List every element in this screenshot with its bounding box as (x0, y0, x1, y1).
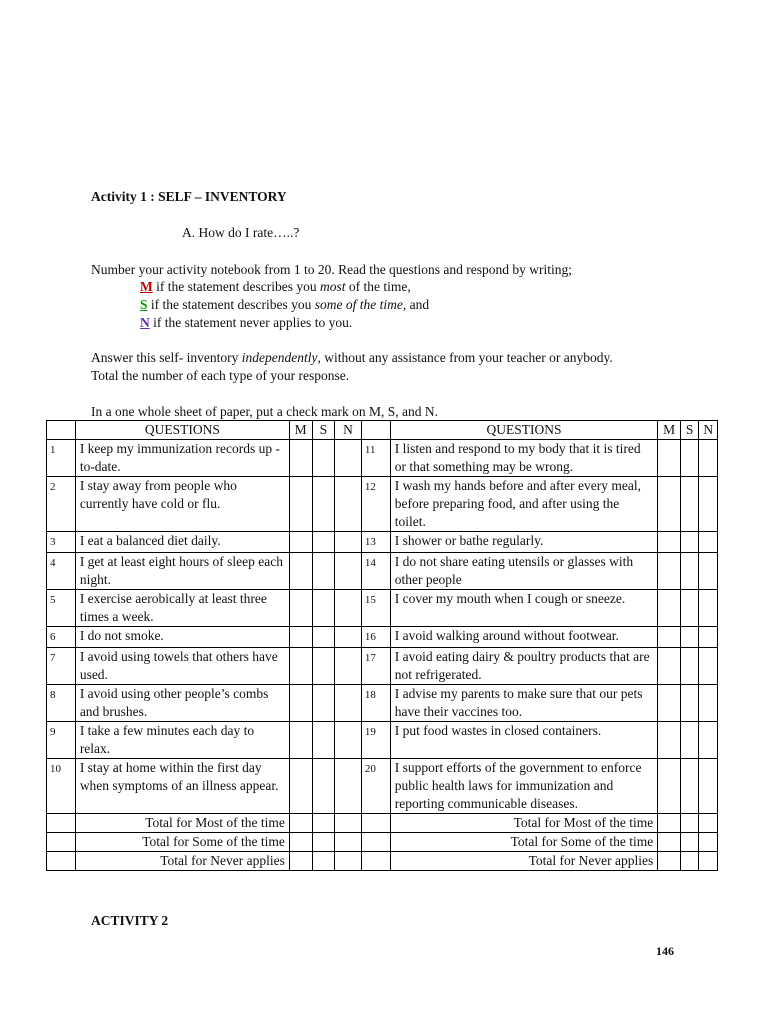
check-cell-s[interactable] (312, 440, 335, 477)
question-text: I keep my immunization records up -to-date. (75, 440, 289, 477)
legend-s-letter: S (140, 297, 148, 312)
table-row (47, 477, 718, 532)
question-text: I get at least eight hours of sleep each night. (75, 553, 289, 590)
total-cell-s[interactable] (312, 852, 335, 871)
check-cell-n[interactable] (699, 722, 718, 759)
total-cell-n[interactable] (335, 852, 362, 871)
question-text: I stay at home within the first day when symptoms of an illness appear. (75, 759, 289, 814)
check-cell-s[interactable] (312, 722, 335, 759)
check-cell-s[interactable] (680, 759, 699, 814)
item-number: 11 (361, 440, 390, 477)
item-number: 7 (47, 648, 76, 685)
item-number: 14 (361, 553, 390, 590)
question-text: I exercise aerobically at least three times a week. (75, 590, 289, 627)
header-row (47, 421, 718, 440)
check-cell-n[interactable] (335, 648, 362, 685)
total-spacer (47, 814, 76, 833)
legend-n-letter: N (140, 315, 150, 330)
question-text: I take a few minutes each day to relax. (75, 722, 289, 759)
page-number: 146 (656, 944, 674, 958)
check-cell-n[interactable] (699, 440, 718, 477)
check-cell-m[interactable] (289, 477, 312, 532)
question-text: I put food wastes in closed containers. (390, 722, 658, 759)
check-cell-s[interactable] (680, 532, 699, 553)
question-text: I avoid using other people’s combs and brushes. (75, 685, 289, 722)
check-cell-n[interactable] (699, 553, 718, 590)
table-row (47, 627, 718, 648)
table-row (47, 722, 718, 759)
check-cell-m[interactable] (658, 722, 681, 759)
item-number: 9 (47, 722, 76, 759)
check-cell-s[interactable] (312, 648, 335, 685)
total-cell-m[interactable] (289, 833, 312, 852)
check-cell-s[interactable] (312, 759, 335, 814)
check-cell-n[interactable] (699, 477, 718, 532)
check-cell-s[interactable] (680, 477, 699, 532)
check-cell-n[interactable] (335, 759, 362, 814)
total-spacer (361, 852, 390, 871)
activity2-title: ACTIVITY 2 (91, 913, 169, 928)
table-row (47, 590, 718, 627)
total-cell-n[interactable] (335, 833, 362, 852)
item-number: 16 (361, 627, 390, 648)
header-m-right: M (658, 421, 681, 440)
total-spacer (47, 852, 76, 871)
header-num-right (361, 421, 390, 440)
question-text: I advise my parents to make sure that our pets have their vaccines too. (390, 685, 658, 722)
total-row (47, 852, 718, 871)
item-number: 20 (361, 759, 390, 814)
header-questions-left: QUESTIONS (75, 421, 289, 440)
check-cell-n[interactable] (699, 627, 718, 648)
check-cell-n[interactable] (335, 532, 362, 553)
total-spacer (361, 833, 390, 852)
question-text: I cover my mouth when I cough or sneeze. (390, 590, 658, 627)
table-row (47, 553, 718, 590)
table-row (47, 648, 718, 685)
total-spacer (47, 833, 76, 852)
question-text: I wash my hands before and after every meal, before preparing food, and after using the toilet. (390, 477, 658, 532)
item-number: 17 (361, 648, 390, 685)
total-cell-s[interactable] (680, 833, 699, 852)
total-cell-n[interactable] (699, 852, 718, 871)
check-cell-n[interactable] (335, 440, 362, 477)
check-cell-m[interactable] (658, 759, 681, 814)
legend-s: S if the statement describes you some of the time, and (140, 297, 430, 312)
table-row (47, 532, 718, 553)
question-text: I eat a balanced diet daily. (75, 532, 289, 553)
total-cell-s[interactable] (680, 852, 699, 871)
check-cell-s[interactable] (312, 532, 335, 553)
item-number: 2 (47, 477, 76, 532)
check-cell-m[interactable] (658, 685, 681, 722)
total-cell-m[interactable] (658, 814, 681, 833)
question-text: I support efforts of the government to enforce public health laws for immunization and reporting communicable diseases. (390, 759, 658, 814)
check-cell-n[interactable] (335, 477, 362, 532)
header-m-left: M (289, 421, 312, 440)
check-cell-s[interactable] (312, 477, 335, 532)
check-cell-s[interactable] (312, 627, 335, 648)
check-cell-m[interactable] (289, 553, 312, 590)
total-label: Total for Most of the time (75, 814, 289, 833)
item-number: 5 (47, 590, 76, 627)
check-cell-n[interactable] (699, 685, 718, 722)
check-cell-m[interactable] (289, 590, 312, 627)
check-cell-s[interactable] (312, 553, 335, 590)
check-cell-n[interactable] (699, 759, 718, 814)
legend-m: M if the statement describes you most of the time, (140, 279, 411, 294)
item-number: 6 (47, 627, 76, 648)
check-cell-s[interactable] (680, 627, 699, 648)
item-number: 8 (47, 685, 76, 722)
check-cell-m[interactable] (289, 532, 312, 553)
question-text: I do not smoke. (75, 627, 289, 648)
header-s-right: S (680, 421, 699, 440)
question-text: I stay away from people who currently have cold or flu. (75, 477, 289, 532)
total-cell-m[interactable] (289, 852, 312, 871)
check-cell-m[interactable] (658, 627, 681, 648)
item-number: 13 (361, 532, 390, 553)
check-cell-s[interactable] (680, 590, 699, 627)
total-cell-m[interactable] (289, 814, 312, 833)
check-cell-s[interactable] (680, 440, 699, 477)
total-label: Total for Some of the time (390, 833, 658, 852)
question-text: I avoid walking around without footwear. (390, 627, 658, 648)
legend-m-letter: M (140, 279, 153, 294)
header-num-left (47, 421, 76, 440)
total-cell-n[interactable] (335, 814, 362, 833)
total-cell-s[interactable] (680, 814, 699, 833)
answer-instruction: Answer this self- inventory independently, without any assistance from your teacher or anybody. (91, 350, 613, 365)
total-cell-n[interactable] (699, 814, 718, 833)
item-number: 1 (47, 440, 76, 477)
check-cell-m[interactable] (289, 685, 312, 722)
total-cell-m[interactable] (658, 833, 681, 852)
check-cell-n[interactable] (699, 590, 718, 627)
table-row (47, 685, 718, 722)
check-cell-m[interactable] (289, 759, 312, 814)
item-number: 3 (47, 532, 76, 553)
check-cell-n[interactable] (335, 627, 362, 648)
total-cell-s[interactable] (312, 814, 335, 833)
item-number: 12 (361, 477, 390, 532)
question-text: I shower or bathe regularly. (390, 532, 658, 553)
check-cell-s[interactable] (312, 590, 335, 627)
sheet-note: In a one whole sheet of paper, put a check mark on M, S, and N. (91, 404, 438, 419)
check-cell-s[interactable] (680, 553, 699, 590)
question-text: I avoid eating dairy & poultry products that are not refrigerated. (390, 648, 658, 685)
total-label: Total for Never applies (75, 852, 289, 871)
item-number: 4 (47, 553, 76, 590)
instruction-intro: Number your activity notebook from 1 to 20. Read the questions and respond by writing; (91, 262, 573, 277)
table-row (47, 759, 718, 814)
check-cell-n[interactable] (335, 722, 362, 759)
question-text: I do not share eating utensils or glasses with other people (390, 553, 658, 590)
check-cell-m[interactable] (289, 440, 312, 477)
header-n-left: N (335, 421, 362, 440)
total-note: Total the number of each type of your response. (91, 368, 350, 383)
legend-n: N if the statement never applies to you. (140, 315, 353, 330)
sub-heading: A. How do I rate…..? (182, 225, 300, 240)
check-cell-n[interactable] (335, 685, 362, 722)
check-cell-m[interactable] (658, 440, 681, 477)
activity-title: Activity 1 : SELF – INVENTORY (91, 189, 287, 204)
check-cell-m[interactable] (658, 553, 681, 590)
self-inventory-table (46, 420, 718, 871)
total-cell-m[interactable] (658, 852, 681, 871)
check-cell-n[interactable] (699, 532, 718, 553)
header-s-left: S (312, 421, 335, 440)
check-cell-s[interactable] (680, 722, 699, 759)
total-spacer (361, 814, 390, 833)
check-cell-m[interactable] (658, 590, 681, 627)
total-cell-s[interactable] (312, 833, 335, 852)
check-cell-n[interactable] (335, 553, 362, 590)
check-cell-n[interactable] (699, 648, 718, 685)
check-cell-m[interactable] (658, 477, 681, 532)
header-n-right: N (699, 421, 718, 440)
total-row (47, 814, 718, 833)
header-questions-right: QUESTIONS (390, 421, 658, 440)
question-text: I listen and respond to my body that it is tired or that something may be wrong. (390, 440, 658, 477)
item-number: 10 (47, 759, 76, 814)
check-cell-m[interactable] (658, 648, 681, 685)
check-cell-m[interactable] (289, 627, 312, 648)
total-cell-n[interactable] (699, 833, 718, 852)
total-label: Total for Some of the time (75, 833, 289, 852)
total-label: Total for Most of the time (390, 814, 658, 833)
item-number: 18 (361, 685, 390, 722)
check-cell-s[interactable] (680, 648, 699, 685)
check-cell-s[interactable] (680, 685, 699, 722)
table-row (47, 440, 718, 477)
check-cell-s[interactable] (312, 685, 335, 722)
check-cell-n[interactable] (335, 590, 362, 627)
item-number: 15 (361, 590, 390, 627)
question-text: I avoid using towels that others have used. (75, 648, 289, 685)
item-number: 19 (361, 722, 390, 759)
check-cell-m[interactable] (289, 648, 312, 685)
check-cell-m[interactable] (289, 722, 312, 759)
check-cell-m[interactable] (658, 532, 681, 553)
total-row (47, 833, 718, 852)
total-label: Total for Never applies (390, 852, 658, 871)
